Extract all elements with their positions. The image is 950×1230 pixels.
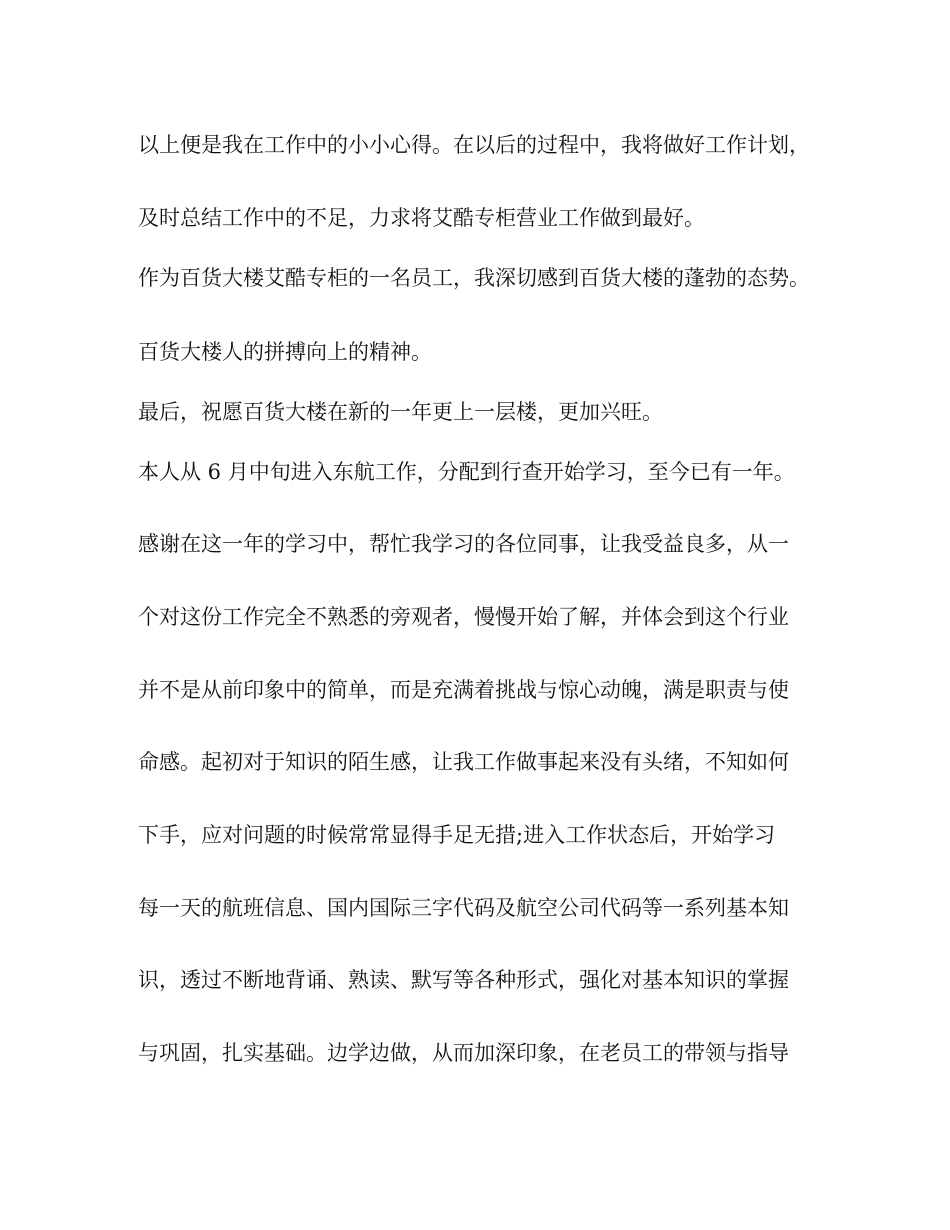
text-line: 作为百货大楼艾酷专柜的一名员工，我深切感到百货大楼的蓬勃的态势。: [138, 266, 810, 290]
text-line: 与巩固，扎实基础。边学边做，从而加深印象，在老员工的带领与指导: [138, 1041, 789, 1065]
text-line: 以上便是我在工作中的小小心得。在以后的过程中，我将做好工作计划，: [138, 133, 810, 157]
text-line: 命感。起初对于知识的陌生感，让我工作做事起来没有头绪，不知如何: [138, 750, 789, 774]
text-line: 下手，应对问题的时候常常显得手足无措;进入工作状态后，开始学习: [138, 823, 776, 847]
text-line: 最后，祝愿百货大楼在新的一年更上一层楼，更加兴旺。: [138, 400, 663, 424]
text-line: 并不是从前印象中的简单，而是充满着挑战与惊心动魄，满是职责与使: [138, 678, 789, 702]
text-line: 识，透过不断地背诵、熟读、默写等各种形式，强化对基本知识的掌握: [138, 968, 789, 992]
text-line: 百货大楼人的拼搏向上的精神。: [138, 340, 432, 364]
text-line: 本人从 6 月中旬进入东航工作，分配到行查开始学习，至今已有一年。: [138, 460, 795, 484]
text-line: 及时总结工作中的不足，力求将艾酷专柜营业工作做到最好。: [138, 206, 705, 230]
text-line: 每一天的航班信息、国内国际三字代码及航空公司代码等一系列基本知: [138, 896, 789, 920]
text-line: 个对这份工作完全不熟悉的旁观者，慢慢开始了解，并体会到这个行业: [138, 605, 789, 629]
text-line: 感谢在这一年的学习中，帮忙我学习的各位同事，让我受益良多，从一: [138, 532, 789, 556]
